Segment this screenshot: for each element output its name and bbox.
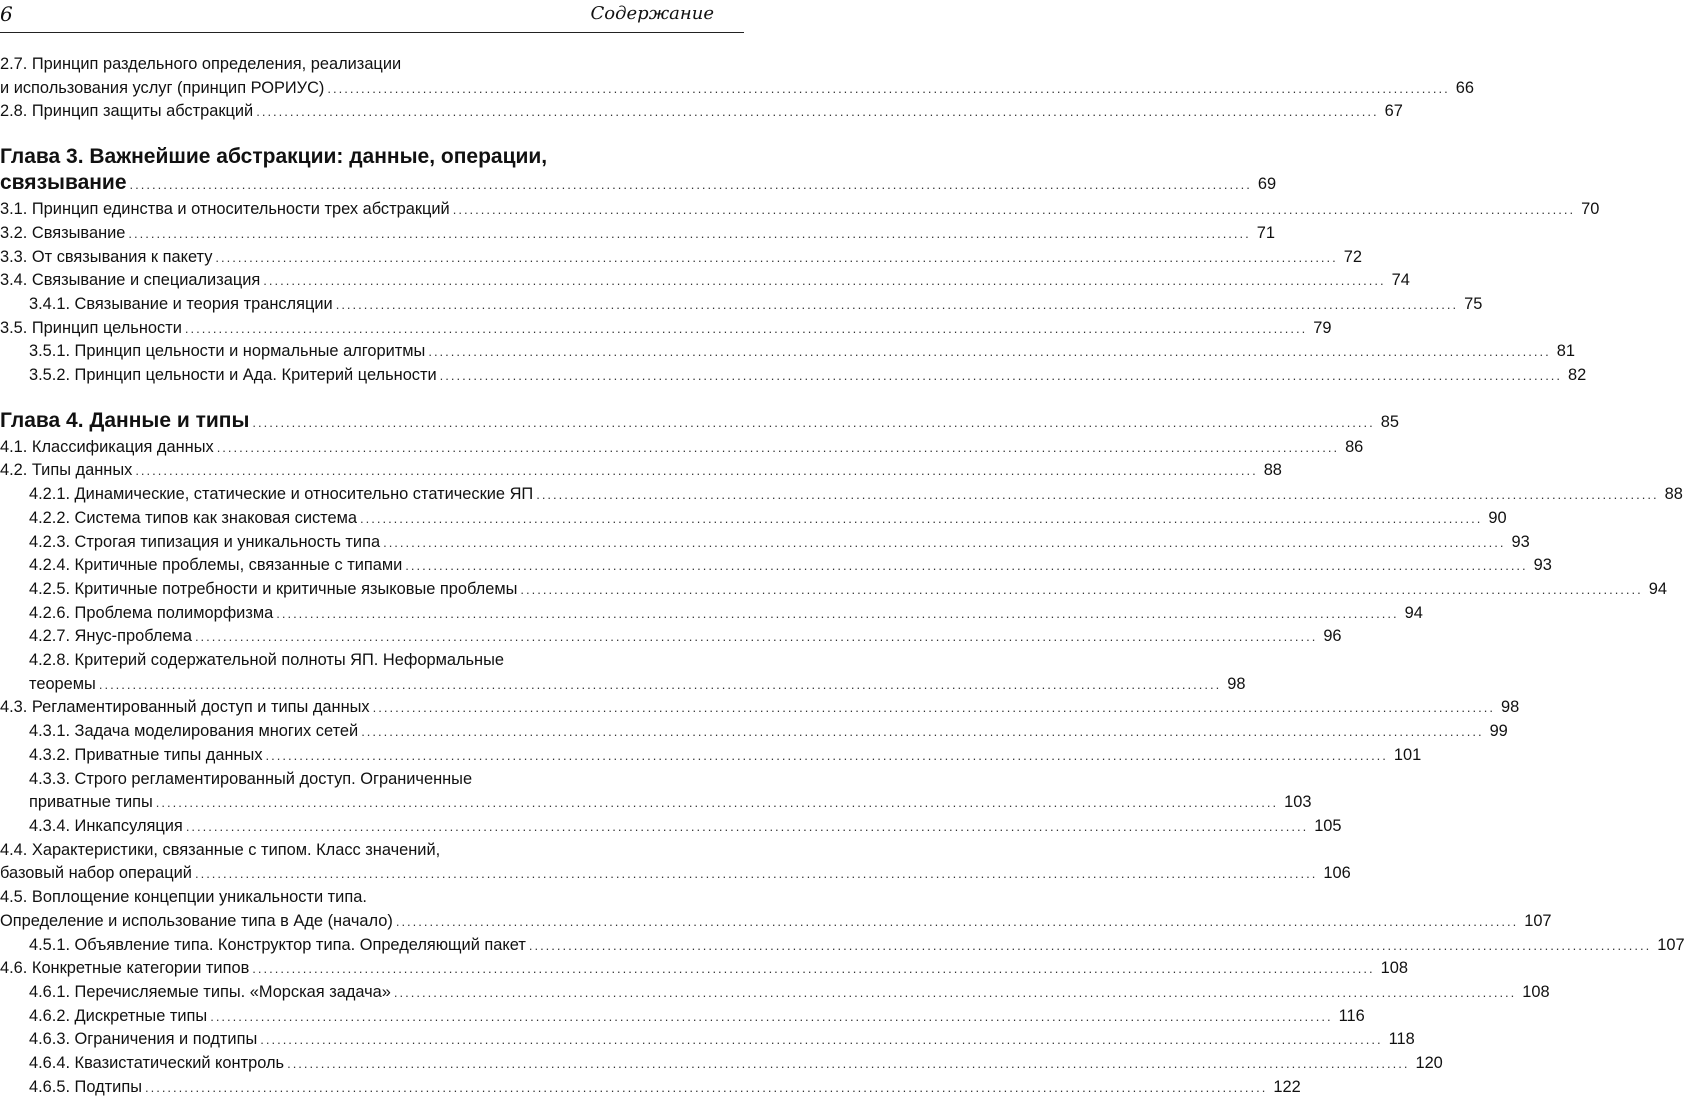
dot-leader: ........................................................................................................................................................................................................ [360,510,1483,526]
toc-page-number: 120 [1415,1054,1443,1073]
toc-entry[interactable] [0,340,1575,364]
toc-entry-title: 4.3.4. Инкапсуляция [29,816,183,835]
toc-entry-title: 2.8. Принцип защиты абстракций [0,102,254,121]
toc-entry[interactable] [0,317,1332,341]
toc-page-number: 93 [1511,532,1530,551]
toc-page-number: 107 [1524,911,1552,930]
toc-entry[interactable] [0,839,1351,886]
toc-page-number: 81 [1556,342,1575,361]
toc-entry[interactable] [0,1005,1365,1029]
toc-entry[interactable] [0,886,1552,933]
toc-entry[interactable] [0,53,1474,100]
toc-page-number: 122 [1273,1077,1301,1096]
toc-entry-title: 4.3. Регламентированный доступ и типы данных [0,698,370,717]
toc-entry-title: 3.5. Принцип цельности [0,318,182,337]
dot-leader: ........................................................................................................................................................................................................ [361,724,1484,740]
toc-entry[interactable] [0,222,1275,246]
toc-page-number: 72 [1343,247,1363,266]
toc-entry-title-line: 4.4. Характеристики, связанные с типом. Класс значений, [0,840,441,859]
toc-entry[interactable] [0,649,1246,696]
toc-entry-title-line: Глава 3. Важнейшие абстракции: данные, операции, [0,145,548,169]
toc-page-number: 116 [1338,1006,1365,1025]
toc-entry[interactable] [0,198,1600,222]
toc-entry[interactable] [0,293,1483,317]
toc-entry-title: 4.2.4. Критичные проблемы, связанные с типами [29,556,403,575]
toc-entry-title-line: 2.7. Принцип раздельного определения, реализации [0,55,402,73]
toc-page-number: 74 [1391,271,1410,290]
dot-leader: ........................................................................................................................................................................................................ [194,866,1318,882]
toc-page-number: 85 [1380,412,1399,431]
toc-page-number: 98 [1227,674,1246,693]
toc-page-number: 105 [1314,816,1342,835]
dot-leader: ........................................................................................................................................................................................................ [439,368,1563,384]
toc-entry-title: 4.6. Конкретные категории типов [0,959,250,978]
toc-entry-title: 3.3. От связывания к пакету [0,247,213,266]
toc-entry[interactable] [0,815,1342,839]
toc-entry[interactable] [0,625,1342,649]
toc-page-number: 118 [1388,1030,1415,1049]
toc-entry-title: связывание [0,171,127,195]
toc-entry[interactable] [0,1076,1301,1100]
toc-page-number: 67 [1384,102,1403,121]
toc-chapter[interactable] [0,408,1399,436]
toc-page-number: 94 [1404,603,1423,622]
chapter-spacer [0,388,740,408]
dot-leader: ........................................................................................................................................................................................................ [252,414,1375,430]
toc-page-number: 94 [1648,579,1667,598]
toc-page-number: 93 [1533,556,1552,575]
toc-page-number: 71 [1256,223,1275,242]
dot-leader: ........................................................................................................................................................................................................ [129,177,1252,193]
toc-entry-title: 4.2.7. Янус-проблема [29,627,192,646]
toc-entry-title: 4.1. Классификация данных [0,437,214,456]
toc-entry[interactable] [0,768,1312,815]
toc-entry-title: 4.3.2. Приватные типы данных [29,745,263,764]
toc-entry[interactable] [0,696,1520,720]
toc-entry-title: 4.2.2. Система типов как знаковая система [29,508,358,527]
toc-entry-title-line: 4.5. Воплощение концепции уникальности типа. [0,888,367,907]
toc-page-number: 99 [1489,722,1508,741]
dot-leader: ........................................................................................................................................................................................................ [405,558,1528,574]
dot-leader: ........................................................................................................................................................................................................ [215,249,1338,265]
dot-leader: ........................................................................................................................................................................................................ [194,629,1318,645]
toc-entry-title: приватные типы [29,793,153,812]
toc-page-number: 98 [1501,698,1520,717]
dot-leader: ........................................................................................................................................................................................................ [252,961,1375,977]
toc-page-number: 106 [1323,864,1351,883]
dot-leader: ........................................................................................................................................................................................................ [263,273,1386,289]
dot-leader: ........................................................................................................................................................................................................ [260,1032,1383,1048]
toc-entry-title: 4.5.1. Объявление типа. Конструктор типа. Определяющий пакет [29,935,526,954]
toc-entry[interactable] [0,578,1667,602]
toc-page-number: 66 [1455,78,1474,97]
toc-page-number: 86 [1345,437,1364,456]
toc-entry[interactable] [0,720,1508,744]
toc-entry-title: 3.2. Связывание [0,223,126,242]
toc-page-number: 108 [1380,959,1409,978]
dot-leader: ........................................................................................................................................................................................................ [276,605,1399,621]
toc-page-number: 108 [1522,982,1550,1001]
toc-page-number: 69 [1257,175,1277,194]
dot-leader: ........................................................................................................................................................................................................ [128,225,1251,241]
dot-leader: ........................................................................................................................................................................................................ [155,795,1279,811]
dot-leader: ........................................................................................................................................................................................................ [536,487,1659,503]
toc-entry[interactable] [0,531,1530,555]
running-title: Содержание [590,3,714,24]
toc-page-number: 96 [1323,627,1342,646]
toc-page-number: 88 [1664,485,1683,504]
toc-entry-title-line: 4.2.8. Критерий содержательной полноты ЯП. Неформальные [29,651,504,670]
toc-entry[interactable] [0,602,1423,626]
toc-entry[interactable] [0,364,1587,388]
toc-entry-title: 4.2.1. Динамические, статические и относительно статические ЯП [29,485,534,504]
toc-entry[interactable] [0,957,1409,981]
dot-leader: ........................................................................................................................................................................................................ [383,534,1506,550]
toc-entry-title: 4.3.1. Задача моделирования многих сетей [29,722,359,741]
page-header [0,0,744,33]
dot-leader: ........................................................................................................................................................................................................ [428,344,1551,360]
toc-page-number: 107 [1657,935,1685,954]
dot-leader: ........................................................................................................................................................................................................ [98,676,1222,692]
dot-leader: ........................................................................................................................................................................................................ [144,1079,1268,1095]
toc-entry-title: и использования услуг (принцип РОРИУС) [0,78,325,97]
toc-entry[interactable] [0,246,1363,270]
dot-leader: ........................................................................................................................................................................................................ [185,818,1309,834]
toc-page-number: 70 [1581,200,1600,219]
toc-entry[interactable] [0,483,1683,507]
toc-entry[interactable] [0,554,1552,578]
dot-leader: ........................................................................................................................................................................................................ [287,1056,1410,1072]
dot-leader: ........................................................................................................................................................................................................ [372,700,1495,716]
toc-page-number: 88 [1263,461,1282,480]
page-number: 6 [0,2,13,26]
toc-entry-title: 3.5.2. Принцип цельности и Ада. Критерий цельности [29,366,437,385]
dot-leader: ........................................................................................................................................................................................................ [135,463,1258,479]
toc-entry-title: 4.2. Типы данных [0,461,133,480]
toc-entry[interactable] [0,436,1364,460]
dot-leader: ........................................................................................................................................................................................................ [184,320,1308,336]
toc-entry-title: базовый набор операций [0,864,192,883]
toc-page-number: 79 [1313,318,1332,337]
toc-entry-title: 4.2.5. Критичные потребности и критичные языковые проблемы [29,579,518,598]
toc-entry-title: теоремы [29,674,96,693]
toc-page-number: 101 [1393,745,1422,764]
toc-entry-title: 4.6.2. Дискретные типы [29,1006,208,1025]
toc-page-number: 75 [1464,294,1483,313]
toc-entry-title: 4.6.5. Подтипы [29,1077,142,1096]
toc-entry-title: 4.2.6. Проблема полиморфизма [29,603,274,622]
toc-entry[interactable] [0,934,1685,958]
toc-entry-title: 4.6.1. Перечисляемые типы. «Морская задача» [29,982,391,1001]
dot-leader: ........................................................................................................................................................................................................ [520,581,1643,597]
dot-leader: ........................................................................................................................................................................................................ [395,913,1519,929]
toc-page-number: 90 [1488,508,1507,527]
table-of-contents [0,53,1685,1099]
toc-page-number: 103 [1284,793,1312,812]
chapter-spacer [0,124,740,144]
toc-entry[interactable] [0,100,1403,124]
dot-leader: ........................................................................................................................................................................................................ [210,1008,1333,1024]
toc-chapter[interactable] [0,144,1277,198]
toc-entry-title: Глава 4. Данные и типы [0,408,250,432]
toc-entry[interactable] [0,981,1550,1005]
toc-entry-title-line: 4.3.3. Строго регламентированный доступ. Ограниченные [29,769,473,788]
toc-entry-title: Определение и использование типа в Аде (начало) [0,911,393,930]
toc-entry-title: 3.5.1. Принцип цельности и нормальные алгоритмы [29,342,426,361]
toc-entry-title: 3.4. Связывание и специализация [0,271,261,290]
toc-entry-title: 4.2.3. Строгая типизация и уникальность типа [29,532,381,551]
toc-entry-title: 3.1. Принцип единства и относительности трех абстракций [0,200,450,219]
toc-entry[interactable] [0,1052,1443,1076]
dot-leader: ........................................................................................................................................................................................................ [528,937,1652,953]
toc-entry-title: 3.4.1. Связывание и теория трансляции [29,294,333,313]
toc-entry[interactable] [0,744,1422,768]
dot-leader: ........................................................................................................................................................................................................ [265,747,1388,763]
toc-entry-title: 4.6.3. Ограничения и подтипы [29,1030,258,1049]
toc-entry[interactable] [0,1028,1415,1052]
dot-leader: ........................................................................................................................................................................................................ [256,104,1379,120]
dot-leader: ........................................................................................................................................................................................................ [393,984,1517,1000]
toc-entry[interactable] [0,507,1507,531]
dot-leader: ........................................................................................................................................................................................................ [335,296,1459,312]
toc-entry[interactable] [0,269,1410,293]
dot-leader: ........................................................................................................................................................................................................ [452,202,1576,218]
toc-page-number: 82 [1568,366,1587,385]
toc-entry[interactable] [0,459,1282,483]
dot-leader: ........................................................................................................................................................................................................ [216,439,1340,455]
dot-leader: ........................................................................................................................................................................................................ [327,80,1450,96]
toc-entry-title: 4.6.4. Квазистатический контроль [29,1054,285,1073]
